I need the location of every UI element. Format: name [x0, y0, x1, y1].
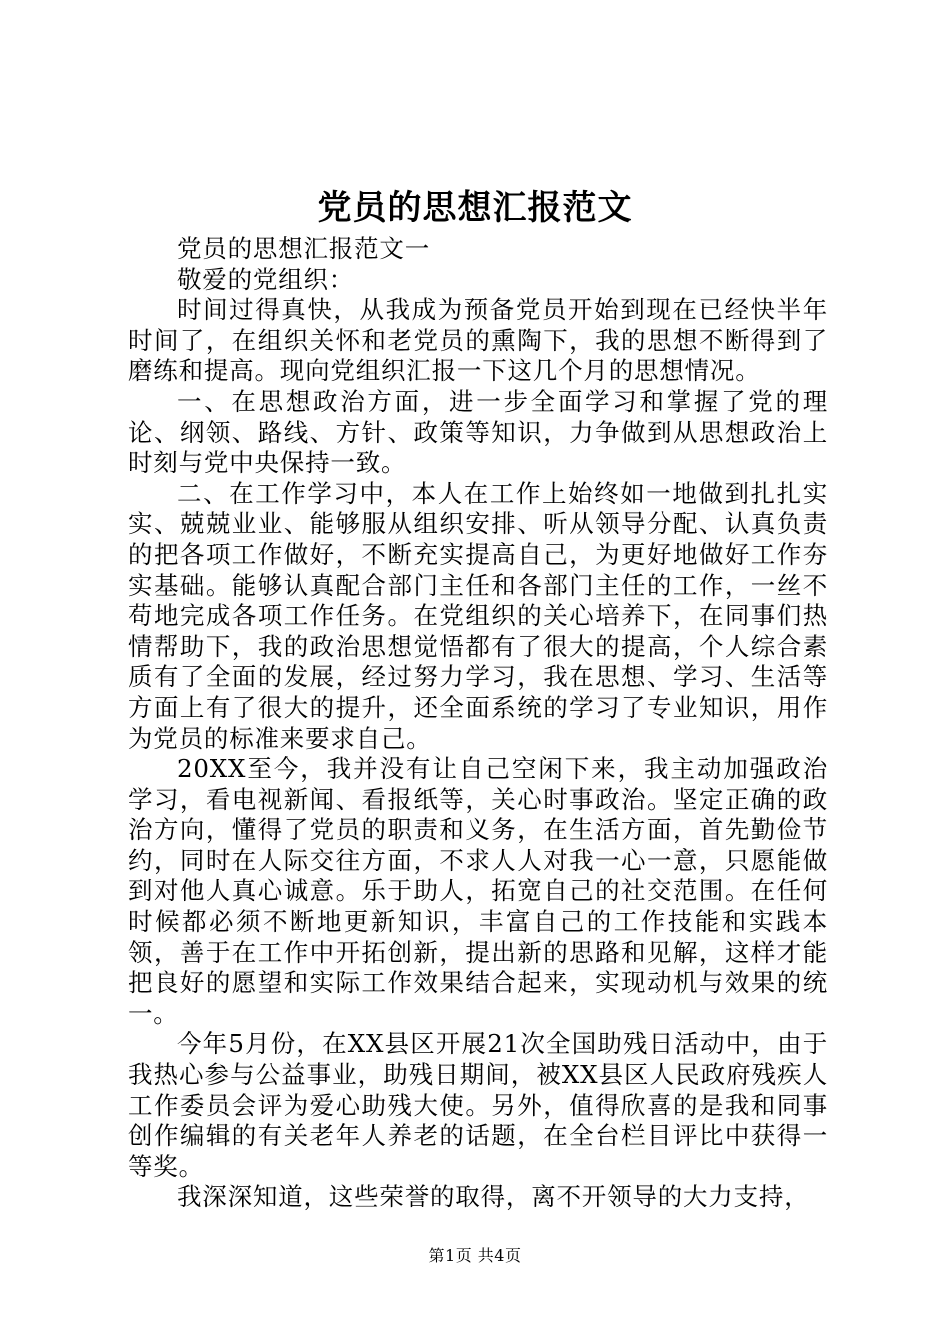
- paragraph: 我深深知道，这些荣誉的取得，离不开领导的大力支持，: [177, 1182, 810, 1212]
- paragraph-subtitle: 党员的思想汇报范文一: [177, 234, 430, 263]
- paragraph: 20XX至今，我并没有让自己空闲下来，我主动加强政治学习，看电视新闻、看报纸等，关心时事政治。坚定正确的政治方向，懂得了党员的职责和义务，在生活方面，首先勤俭节约，同时在人际交往方面，不求人人对我一心一意，只愿能做到对他人真心诚意。乐于助人，拓宽自己的社交范围。在任何时候都必须不断地更新知识，丰富自己的工作技能和实践本领，善于在工作中开拓创新，提出新的思路和见解，这样才能把良好的愿望和实际工作效果结合起来，实现动机与效果的统一。: [128, 754, 828, 1028]
- paragraph: 一、在思想政治方面，进一步全面学习和掌握了党的理论、纲领、路线、方针、政策等知识，力争做到从思想政治上时刻与党中央保持一致。: [128, 386, 828, 478]
- document-title: 党员的思想汇报范文: [317, 188, 633, 228]
- document-body: [128, 234, 828, 1213]
- paragraph: 时间过得真快，从我成为预备党员开始到现在已经快半年时间了，在组织关怀和老党员的熏陶下，我的思想不断得到了磨练和提高。现向党组织汇报一下这几个月的思想情况。: [128, 295, 828, 386]
- page-footer: 第1页 共4页: [428, 1246, 522, 1265]
- paragraph-salutation: 敬爱的党组织：: [177, 264, 355, 294]
- paragraph: 今年5月份，在XX县区开展21次全国助残日活动中，由于我热心参与公益事业，助残日期间，被XX县区人民政府残疾人工作委员会评为爱心助残大使。另外，值得欣喜的是我和同事创作编辑的有关老年人养老的话题，在全台栏目评比中获得一等奖。: [128, 1029, 828, 1181]
- paragraph: 二、在工作学习中，本人在工作上始终如一地做到扎扎实实、兢兢业业、能够服从组织安排、听从领导分配、认真负责的把各项工作做好，不断充实提高自己，为更好地做好工作夯实基础。能够认真配合部门主任和各部门主任的工作，一丝不苟地完成各项工作任务。在党组织的关心培养下，在同事们热情帮助下，我的政治思想觉悟都有了很大的提高，个人综合素质有了全面的发展，经过努力学习，我在思想、学习、生活等方面上有了很大的提升，还全面系统的学习了专业知识，用作为党员的标准来要求自己。: [128, 478, 828, 753]
